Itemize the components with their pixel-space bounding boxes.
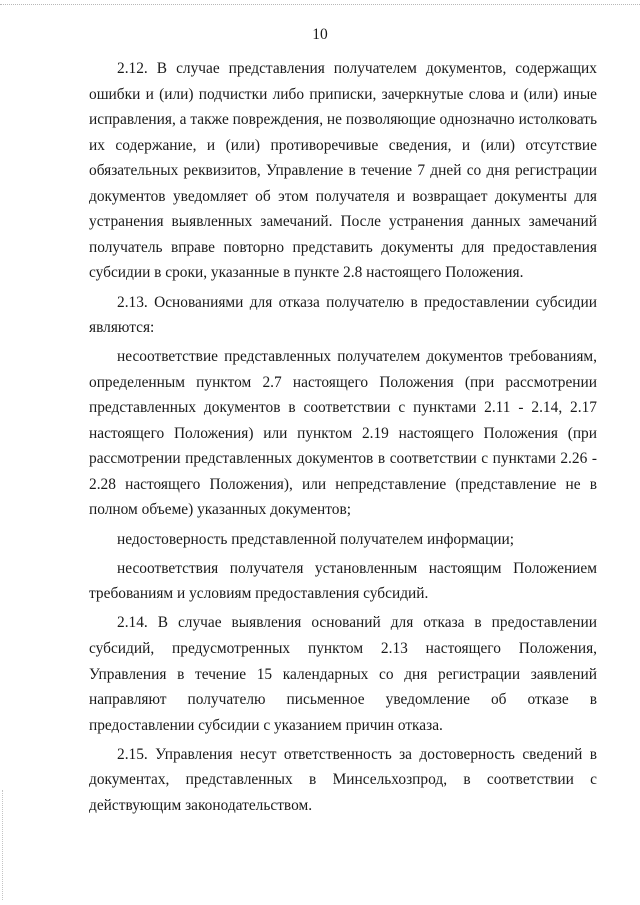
refusal-reason-documents: несоответствие представленных получателем документов требованиям, определенным пунктом 2.7 настоящего Положения (при рассмотрении представленных документов в соответствии с пунктами 2.11 - 2.14, 2.17 настоящего Положения) или пунктом 2.19 настоящего Положения (при рассмотрении представленных документов в соответствии с пунктами 2.26 - 2.28 настоящего Положения), или непредставление (представление не в полном объеме) указанных документов; <box>89 348 597 519</box>
paragraph-2-14: 2.14. В случае выявления оснований для отказа в предоставлении субсидий, предусмотренных пунктом 2.13 настоящего Положения, Управления в течение 15 календарных со дня регистрации заявлений направляют получателю письменное уведомление об отказе в предоставлении субсидии с указанием причин отказа. <box>89 614 597 734</box>
paragraph-2-12: 2.12. В случае представления получателем документов, содержащих ошибки и (или) подчистки либо приписки, зачеркнутые слова и (или) иные исправления, а также повреждения, не позволяющие однозначно истолковать их содержание, и (или) противоречивые сведения, и (или) отсутствие обязательных реквизитов, Управление в течение 7 дней со дня регистрации документов уведомляет об этом получателя и возвращает документы для устранения выявленных замечаний. После устранения данных замечаний получатель вправе повторно представить документы для предоставления субсидии в сроки, указанные в пункте 2.8 настоящего Положения. <box>89 60 597 282</box>
scan-edge-left <box>2 790 3 900</box>
page-number: 10 <box>312 26 328 43</box>
refusal-reason-requirements: несоответствия получателя установленным настоящим Положением требованиям и условиям предоставления субсидий. <box>89 559 597 603</box>
document-body <box>89 56 597 818</box>
refusal-reason-information: недостоверность представленной получателем информации; <box>117 530 515 548</box>
paragraph-2-15: 2.15. Управления несут ответственность за достоверность сведений в документах, представленных в Минсельхозпрод, в соответствии с действующим законодательством. <box>89 745 597 814</box>
paragraph-2-13: 2.13. Основаниями для отказа получателю в предоставлении субсидии являются: <box>89 293 597 337</box>
scan-edge-top <box>0 4 640 5</box>
